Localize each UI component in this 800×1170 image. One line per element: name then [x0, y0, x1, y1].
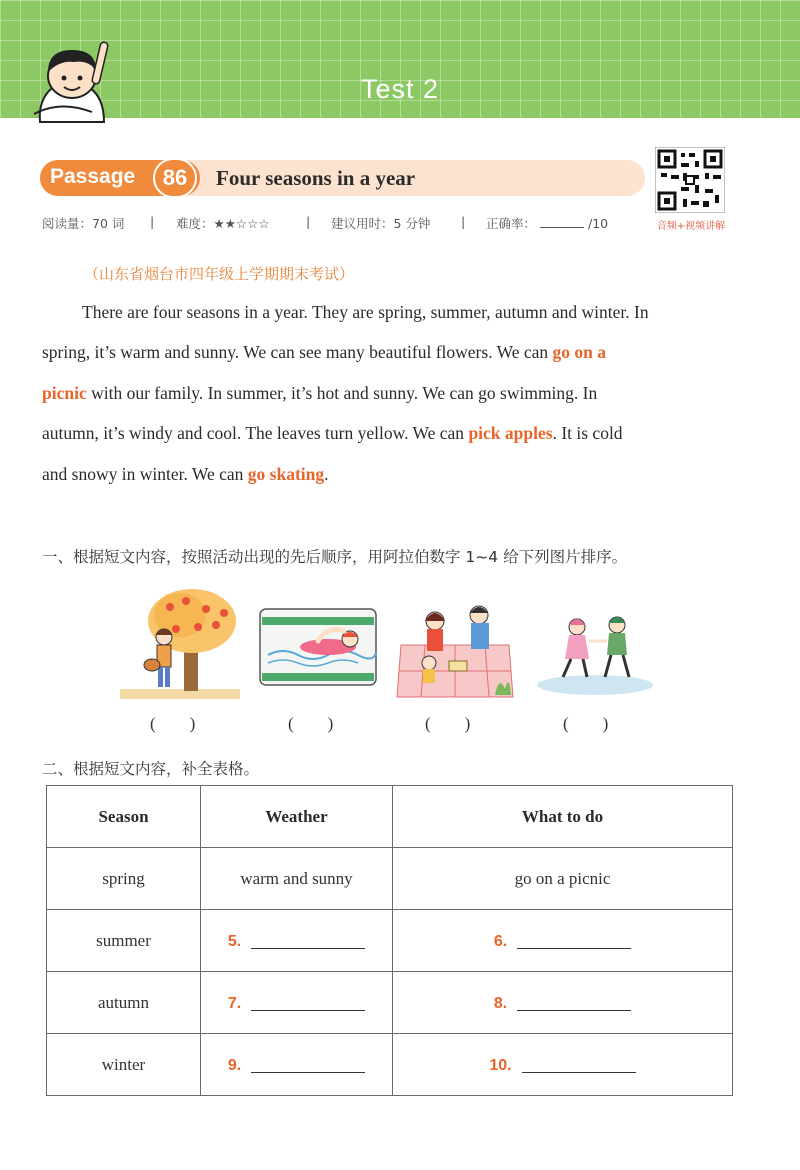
highlight-phrase: picnic [42, 383, 87, 403]
text-segment: and snowy in winter. We can [42, 464, 248, 484]
difficulty-stars-icon: ★★☆☆☆ [213, 216, 270, 231]
apple-picking-picture [120, 585, 240, 700]
answer-blank[interactable] [517, 996, 631, 1011]
table-row [47, 972, 733, 1034]
blank-number: 8. [493, 994, 508, 1012]
difficulty-label: 难度： [176, 216, 214, 231]
passage-line-5 [42, 464, 730, 485]
text-segment: autumn, it’s windy and cool. The leaves turn yellow. We can [42, 423, 469, 443]
exam-source: （山东省烟台市四年级上学期期末考试） [84, 265, 355, 283]
table-row [47, 1034, 733, 1096]
passage-line-1 [82, 302, 730, 323]
table-header-row [47, 786, 733, 848]
text-segment: . It is cold [552, 423, 623, 443]
question-2: 二、根据短文内容，补全表格。 [42, 760, 260, 778]
qr-code-icon[interactable] [655, 147, 725, 213]
blank-number: 7. [227, 994, 242, 1012]
meta-divider: | [461, 214, 466, 229]
accuracy-label: 正确率： [486, 216, 537, 231]
swimming-picture [258, 585, 378, 700]
column-header: What to do [393, 786, 733, 848]
highlight-phrase: go skating [247, 464, 325, 484]
weather-blank-cell[interactable] [201, 1034, 393, 1096]
highlight-phrase: pick apples [468, 423, 553, 443]
passage-label: Passage [50, 165, 136, 188]
weather-blank-cell[interactable] [201, 910, 393, 972]
meta-divider: | [150, 214, 155, 229]
season-cell: spring [47, 848, 201, 910]
passage-line-2 [42, 342, 730, 363]
picnic-picture [395, 585, 515, 700]
skating-picture [535, 585, 655, 700]
answer-blank[interactable] [251, 934, 365, 949]
weather-cell: warm and sunny [201, 848, 393, 910]
answer-blank[interactable] [251, 1058, 365, 1073]
order-answer-bracket[interactable]: ( ) [288, 714, 334, 733]
passage-number: 86 [153, 158, 197, 198]
accuracy-total: /10 [588, 216, 609, 231]
suggested-time: 建议用时：5 分钟 [331, 216, 431, 231]
text-segment: There are four seasons in a year. They are spring, summer, autumn and winter. In [82, 302, 649, 322]
text-segment: spring, it’s warm and sunny. We can see many beautiful flowers. We can [42, 342, 553, 362]
column-header: Season [47, 786, 201, 848]
todo-blank-cell[interactable] [393, 972, 733, 1034]
word-count: 阅读量：70 词 [42, 216, 125, 231]
passage-line-3 [42, 383, 730, 404]
text-segment: . [324, 464, 329, 484]
seasons-table [46, 785, 733, 1096]
season-cell: winter [47, 1034, 201, 1096]
qr-caption: 音频+视频讲解 [656, 221, 726, 232]
season-cell: summer [47, 910, 201, 972]
answer-blank[interactable] [522, 1058, 636, 1073]
test-title: Test 2 [360, 74, 440, 104]
blank-number: 10. [489, 1056, 512, 1074]
answer-blank[interactable] [517, 934, 631, 949]
blank-number: 5. [227, 932, 242, 950]
meta-divider: | [306, 214, 311, 229]
todo-blank-cell[interactable] [393, 1034, 733, 1096]
order-answer-bracket[interactable]: ( ) [150, 714, 196, 733]
todo-blank-cell[interactable] [393, 910, 733, 972]
order-answer-bracket[interactable]: ( ) [563, 714, 609, 733]
passage-title: Four seasons in a year [216, 166, 416, 190]
weather-blank-cell[interactable] [201, 972, 393, 1034]
answer-blank[interactable] [251, 996, 365, 1011]
accuracy [486, 214, 608, 232]
accuracy-blank[interactable] [540, 216, 584, 228]
difficulty [176, 214, 270, 232]
season-cell: autumn [47, 972, 201, 1034]
order-answer-bracket[interactable]: ( ) [425, 714, 471, 733]
table-row [47, 848, 733, 910]
question-1: 一、根据短文内容，按照活动出现的先后顺序，用阿拉伯数字 1~4 给下列图片排序。 [42, 548, 628, 566]
passage-line-4 [42, 423, 730, 444]
highlight-phrase: go on a [552, 342, 607, 362]
table-row [47, 910, 733, 972]
todo-cell: go on a picnic [393, 848, 733, 910]
blank-number: 9. [227, 1056, 242, 1074]
text-segment: with our family. In summer, it’s hot and sunny. We can go swimming. In [86, 383, 598, 403]
column-header: Weather [201, 786, 393, 848]
blank-number: 6. [493, 932, 508, 950]
